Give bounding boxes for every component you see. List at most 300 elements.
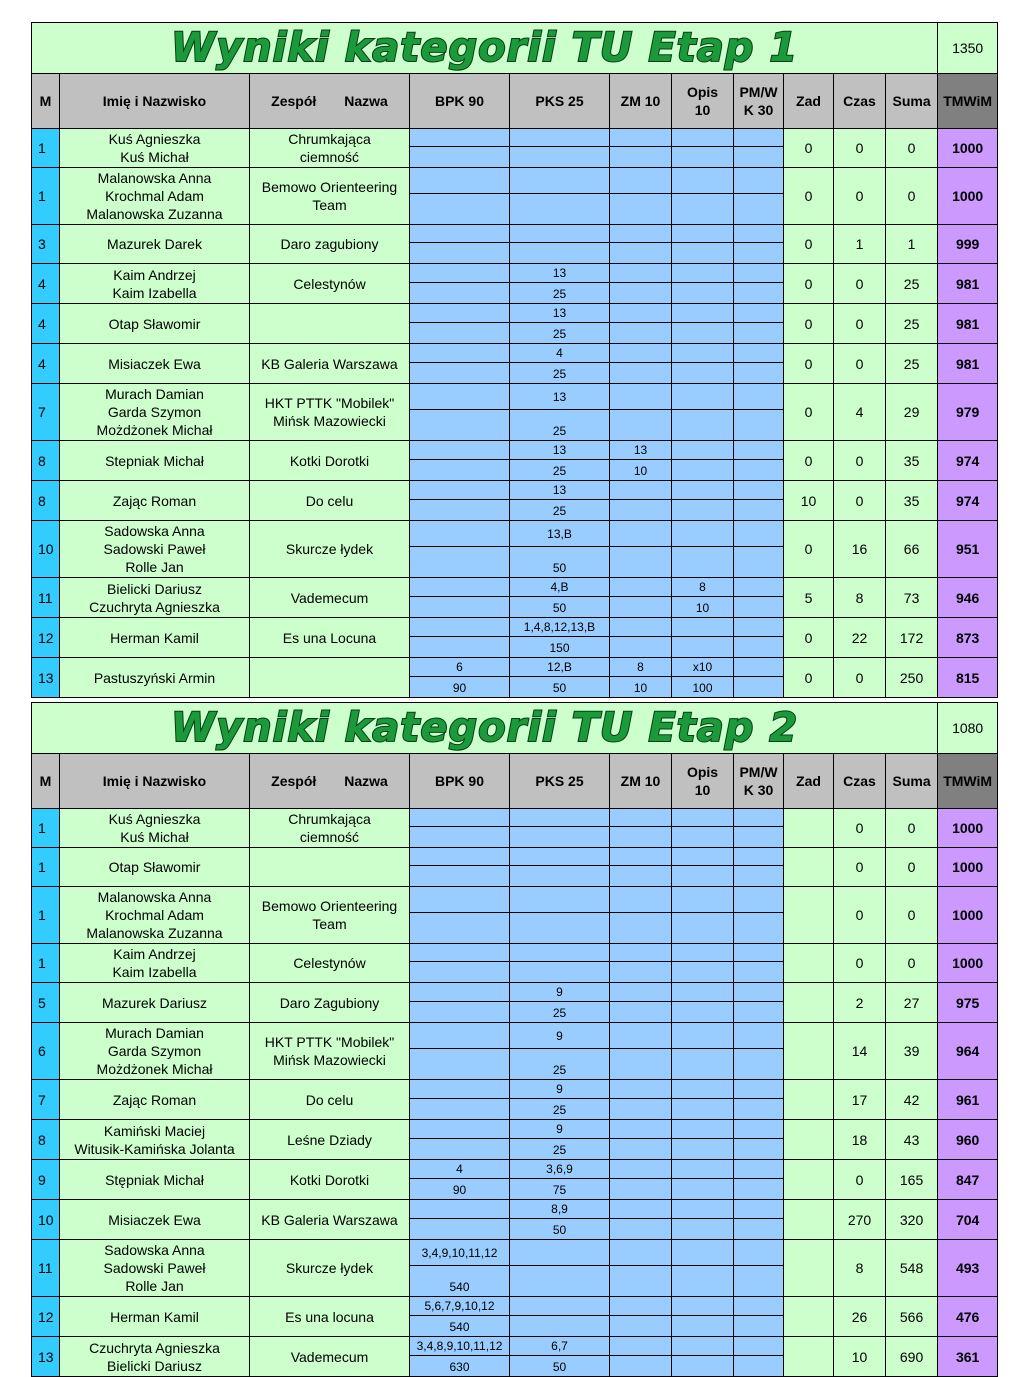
participant-names: Sadowska Anna Sadowski Paweł Rolle Jan (60, 1240, 250, 1297)
pmwk-points-top (734, 848, 784, 866)
table-row (32, 983, 998, 1002)
zad-value: 0 (784, 441, 834, 481)
bpk-points-bottom (410, 1139, 510, 1160)
team-name: Bemowo Orienteering Team (250, 168, 410, 225)
opis-points-top (672, 1120, 734, 1139)
header-team (250, 74, 410, 129)
suma-value: 0 (886, 887, 938, 944)
participant-names: Herman Kamil (60, 618, 250, 658)
pks-points-bottom: 25 (510, 460, 610, 481)
header-bpk: BPK 90 (410, 754, 510, 809)
bpk-points-top (410, 441, 510, 460)
bpk-points-top (410, 1080, 510, 1099)
pmwk-points-bottom (734, 1139, 784, 1160)
pks-points-bottom: 25 (510, 1049, 610, 1080)
zm-points-bottom (610, 1316, 672, 1337)
pmwk-points-bottom (734, 194, 784, 225)
bpk-points-bottom (410, 913, 510, 944)
table-row (32, 1080, 998, 1099)
bpk-points-bottom (410, 637, 510, 658)
pks-points-top: 9 (510, 1080, 610, 1099)
suma-value: 320 (886, 1200, 938, 1240)
zad-value (784, 809, 834, 848)
czas-value: 26 (834, 1297, 886, 1337)
team-name: KB Galeria Warszawa (250, 1200, 410, 1240)
rank-cell: 10 (32, 521, 60, 578)
bpk-points-top (410, 304, 510, 323)
czas-value: 8 (834, 578, 886, 618)
participant-names: Stepniak Michał (60, 441, 250, 481)
zad-value: 0 (784, 225, 834, 264)
pks-points-top: 13 (510, 481, 610, 500)
table-row (32, 521, 998, 547)
zm-points-top (610, 944, 672, 962)
pmwk-points-bottom (734, 827, 784, 848)
team-name: Chrumkająca ciemność (250, 809, 410, 848)
zad-value: 0 (784, 264, 834, 304)
opis-points-bottom (672, 637, 734, 658)
header-m: M (32, 754, 60, 809)
table-row (32, 809, 998, 827)
pmwk-points-bottom (734, 962, 784, 983)
participant-names: Herman Kamil (60, 1297, 250, 1337)
zad-value (784, 1240, 834, 1297)
table-row (32, 578, 998, 597)
zm-points-bottom (610, 1179, 672, 1200)
team-name: HKT PTTK "Mobilek" Mińsk Mazowiecki (250, 1023, 410, 1080)
pks-points-top: 8,9 (510, 1200, 610, 1219)
pmwk-points-top (734, 225, 784, 243)
suma-value: 690 (886, 1337, 938, 1377)
pmwk-points-bottom (734, 1049, 784, 1080)
results-table-stage-1 (31, 22, 998, 698)
team-name: Daro zagubiony (250, 225, 410, 264)
pks-points-top: 13 (510, 264, 610, 283)
participant-names: Stępniak Michał (60, 1160, 250, 1200)
opis-points-top (672, 129, 734, 147)
pmwk-points-bottom (734, 147, 784, 168)
suma-value: 0 (886, 129, 938, 168)
opis-points-top (672, 1023, 734, 1049)
pmwk-points-top (734, 887, 784, 913)
stage-title: Wyniki kategorii TU Etap 2 (32, 703, 938, 754)
pmwk-points-top (734, 1297, 784, 1316)
zm-points-top (610, 481, 672, 500)
bpk-points-bottom: 540 (410, 1266, 510, 1297)
zad-value: 0 (784, 658, 834, 698)
opis-points-top (672, 521, 734, 547)
participant-names: Malanowska Anna Krochmal Adam Malanowska Zuzanna (60, 887, 250, 944)
table-row (32, 168, 998, 194)
zm-points-bottom: 10 (610, 460, 672, 481)
pmwk-points-bottom (734, 500, 784, 521)
participant-names: Zając Roman (60, 1080, 250, 1120)
zad-value (784, 1023, 834, 1080)
header-team-label: Zespół (271, 93, 317, 109)
max-points: 1350 (938, 23, 998, 74)
rank-cell: 13 (32, 658, 60, 698)
czas-value: 10 (834, 1337, 886, 1377)
zad-value: 10 (784, 481, 834, 521)
czas-value: 16 (834, 521, 886, 578)
pmwk-points-top (734, 384, 784, 410)
bpk-points-bottom (410, 243, 510, 264)
czas-value: 14 (834, 1023, 886, 1080)
czas-value: 270 (834, 1200, 886, 1240)
pks-points-bottom (510, 194, 610, 225)
opis-points-top (672, 887, 734, 913)
zm-points-top (610, 168, 672, 194)
opis-points-top (672, 481, 734, 500)
pks-points-bottom: 25 (510, 1139, 610, 1160)
zm-points-top (610, 1200, 672, 1219)
opis-points-top: x10 (672, 658, 734, 677)
pks-points-bottom: 25 (510, 323, 610, 344)
tmwim-score: 974 (938, 441, 998, 481)
opis-points-bottom: 10 (672, 597, 734, 618)
opis-points-bottom (672, 1139, 734, 1160)
team-name: Es una Locuna (250, 618, 410, 658)
bpk-points-top (410, 481, 510, 500)
participant-names: Murach Damian Garda Szymon Możdżonek Michał (60, 384, 250, 441)
czas-value: 0 (834, 344, 886, 384)
opis-points-top (672, 1337, 734, 1356)
opis-points-bottom (672, 460, 734, 481)
opis-points-bottom (672, 962, 734, 983)
zm-points-top (610, 578, 672, 597)
tmwim-score: 493 (938, 1240, 998, 1297)
opis-points-top (672, 1080, 734, 1099)
header-team-name-label: Nazwa (344, 93, 388, 109)
opis-points-top (672, 1297, 734, 1316)
czas-value: 0 (834, 848, 886, 887)
bpk-points-top: 6 (410, 658, 510, 677)
header-team-label: Zespół (271, 773, 317, 789)
zad-value (784, 1080, 834, 1120)
bpk-points-top (410, 344, 510, 363)
zm-points-top (610, 1160, 672, 1179)
opis-points-top (672, 384, 734, 410)
zm-points-bottom (610, 866, 672, 887)
rank-cell: 1 (32, 944, 60, 983)
zm-points-bottom (610, 913, 672, 944)
suma-value: 66 (886, 521, 938, 578)
participant-names: Kaim Andrzej Kaim Izabella (60, 264, 250, 304)
pmwk-points-bottom (734, 1002, 784, 1023)
table-row (32, 1160, 998, 1179)
pks-points-bottom: 50 (510, 1356, 610, 1377)
bpk-points-top (410, 129, 510, 147)
pmwk-points-bottom (734, 597, 784, 618)
tmwim-score: 999 (938, 225, 998, 264)
zm-points-top (610, 1240, 672, 1266)
suma-value: 42 (886, 1080, 938, 1120)
pks-points-bottom: 150 (510, 637, 610, 658)
zad-value (784, 983, 834, 1023)
rank-cell: 10 (32, 1200, 60, 1240)
header-pmwk: PM/W K 30 (734, 754, 784, 809)
tmwim-score: 476 (938, 1297, 998, 1337)
pmwk-points-bottom (734, 1266, 784, 1297)
pks-points-bottom: 75 (510, 1179, 610, 1200)
pmwk-points-top (734, 168, 784, 194)
tmwim-score: 1000 (938, 944, 998, 983)
opis-points-bottom (672, 283, 734, 304)
suma-value: 1 (886, 225, 938, 264)
suma-value: 0 (886, 944, 938, 983)
zm-points-bottom (610, 1002, 672, 1023)
opis-points-top (672, 983, 734, 1002)
table-row (32, 944, 998, 962)
pks-points-top (510, 944, 610, 962)
tmwim-score: 981 (938, 264, 998, 304)
tmwim-score: 981 (938, 304, 998, 344)
zm-points-bottom (610, 363, 672, 384)
zm-points-bottom (610, 1099, 672, 1120)
table-row (32, 658, 998, 677)
zad-value (784, 1160, 834, 1200)
zm-points-top: 13 (610, 441, 672, 460)
czas-value: 18 (834, 1120, 886, 1160)
bpk-points-bottom: 90 (410, 1179, 510, 1200)
participant-names: Zając Roman (60, 481, 250, 521)
opis-points-top (672, 944, 734, 962)
team-name: Kotki Dorotki (250, 1160, 410, 1200)
zad-value: 0 (784, 384, 834, 441)
team-name: Vademecum (250, 578, 410, 618)
bpk-points-bottom (410, 194, 510, 225)
pmwk-points-top (734, 578, 784, 597)
zm-points-top (610, 1337, 672, 1356)
czas-value: 0 (834, 129, 886, 168)
team-name: Celestynów (250, 944, 410, 983)
pmwk-points-top (734, 344, 784, 363)
opis-points-top (672, 441, 734, 460)
table-row (32, 384, 998, 410)
header-zm: ZM 10 (610, 754, 672, 809)
zad-value: 5 (784, 578, 834, 618)
team-name: Do celu (250, 481, 410, 521)
pmwk-points-top (734, 618, 784, 637)
pmwk-points-bottom (734, 323, 784, 344)
bpk-points-bottom: 540 (410, 1316, 510, 1337)
zm-points-top (610, 225, 672, 243)
zad-value: 0 (784, 129, 834, 168)
bpk-points-top (410, 1120, 510, 1139)
pmwk-points-top (734, 1337, 784, 1356)
header-tmwim: TMWiM (938, 74, 998, 129)
pks-points-top (510, 1240, 610, 1266)
table-row (32, 1240, 998, 1266)
rank-cell: 8 (32, 481, 60, 521)
suma-value: 566 (886, 1297, 938, 1337)
opis-points-bottom (672, 147, 734, 168)
bpk-points-bottom (410, 827, 510, 848)
bpk-points-top: 4 (410, 1160, 510, 1179)
table-row (32, 344, 998, 363)
participant-names: Kaim Andrzej Kaim Izabella (60, 944, 250, 983)
rank-cell: 4 (32, 264, 60, 304)
opis-points-bottom (672, 827, 734, 848)
zm-points-top (610, 1120, 672, 1139)
opis-points-top (672, 809, 734, 827)
rank-cell: 12 (32, 618, 60, 658)
zad-value (784, 1120, 834, 1160)
bpk-points-bottom (410, 547, 510, 578)
bpk-points-top (410, 264, 510, 283)
tmwim-score: 1000 (938, 168, 998, 225)
zm-points-top (610, 264, 672, 283)
team-name (250, 304, 410, 344)
table-row (32, 887, 998, 913)
pmwk-points-top (734, 983, 784, 1002)
czas-value: 0 (834, 304, 886, 344)
pks-points-top (510, 168, 610, 194)
suma-value: 0 (886, 168, 938, 225)
bpk-points-bottom (410, 283, 510, 304)
table-row (32, 1023, 998, 1049)
czas-value: 0 (834, 944, 886, 983)
czas-value: 0 (834, 887, 886, 944)
zad-value (784, 1337, 834, 1377)
czas-value: 0 (834, 264, 886, 304)
pmwk-points-bottom (734, 1179, 784, 1200)
suma-value: 29 (886, 384, 938, 441)
bpk-points-top (410, 944, 510, 962)
bpk-points-bottom (410, 1219, 510, 1240)
czas-value: 22 (834, 618, 886, 658)
zm-points-bottom (610, 410, 672, 441)
pmwk-points-top (734, 1080, 784, 1099)
tmwim-score: 1000 (938, 848, 998, 887)
zm-points-top (610, 304, 672, 323)
bpk-points-top (410, 1200, 510, 1219)
opis-points-bottom (672, 913, 734, 944)
zm-points-top (610, 618, 672, 637)
pks-points-top: 4 (510, 344, 610, 363)
opis-points-bottom (672, 547, 734, 578)
suma-value: 43 (886, 1120, 938, 1160)
czas-value: 0 (834, 481, 886, 521)
zad-value (784, 1297, 834, 1337)
bpk-points-bottom: 90 (410, 677, 510, 698)
czas-value: 0 (834, 809, 886, 848)
pmwk-points-top (734, 521, 784, 547)
bpk-points-bottom: 630 (410, 1356, 510, 1377)
bpk-points-top: 5,6,7,9,10,12 (410, 1297, 510, 1316)
czas-value: 17 (834, 1080, 886, 1120)
opis-points-bottom (672, 1002, 734, 1023)
pmwk-points-top (734, 1200, 784, 1219)
bpk-points-bottom (410, 500, 510, 521)
tmwim-score: 981 (938, 344, 998, 384)
participant-names: Otap Sławomir (60, 848, 250, 887)
zm-points-top (610, 129, 672, 147)
tmwim-score: 815 (938, 658, 998, 698)
header-czas: Czas (834, 754, 886, 809)
team-name: Daro Zagubiony (250, 983, 410, 1023)
suma-value: 27 (886, 983, 938, 1023)
tmwim-score: 873 (938, 618, 998, 658)
tmwim-score: 946 (938, 578, 998, 618)
rank-cell: 1 (32, 129, 60, 168)
participant-names: Misiaczek Ewa (60, 1200, 250, 1240)
tmwim-score: 361 (938, 1337, 998, 1377)
header-zad: Zad (784, 74, 834, 129)
team-name: Bemowo Orienteering Team (250, 887, 410, 944)
pks-points-bottom (510, 1266, 610, 1297)
participant-names: Bielicki Dariusz Czuchryta Agnieszka (60, 578, 250, 618)
team-name: Vademecum (250, 1337, 410, 1377)
pks-points-bottom: 25 (510, 410, 610, 441)
opis-points-top (672, 1200, 734, 1219)
bpk-points-top (410, 1023, 510, 1049)
pks-points-top: 6,7 (510, 1337, 610, 1356)
participant-names: Kamiński Maciej Witusik-Kamińska Jolanta (60, 1120, 250, 1160)
table-row (32, 1200, 998, 1219)
pmwk-points-top (734, 481, 784, 500)
pmwk-points-top (734, 658, 784, 677)
participant-names: Pastuszyński Armin (60, 658, 250, 698)
suma-value: 250 (886, 658, 938, 698)
opis-points-bottom (672, 1219, 734, 1240)
opis-points-bottom (672, 1266, 734, 1297)
participant-names: Kuś Agnieszka Kuś Michał (60, 809, 250, 848)
zm-points-top (610, 848, 672, 866)
pmwk-points-bottom (734, 243, 784, 264)
opis-points-bottom: 100 (672, 677, 734, 698)
bpk-points-bottom (410, 866, 510, 887)
team-name (250, 658, 410, 698)
tmwim-score: 951 (938, 521, 998, 578)
bpk-points-top: 3,4,9,10,11,12 (410, 1240, 510, 1266)
opis-points-top (672, 848, 734, 866)
bpk-points-bottom (410, 597, 510, 618)
team-name: KB Galeria Warszawa (250, 344, 410, 384)
team-name (250, 848, 410, 887)
bpk-points-top (410, 618, 510, 637)
header-team (250, 754, 410, 809)
zm-points-bottom (610, 827, 672, 848)
pks-points-top: 13 (510, 441, 610, 460)
header-opis: Opis 10 (672, 754, 734, 809)
zm-points-bottom (610, 147, 672, 168)
pmwk-points-bottom (734, 283, 784, 304)
pks-points-top (510, 848, 610, 866)
suma-value: 0 (886, 848, 938, 887)
header-suma: Suma (886, 754, 938, 809)
table-row (32, 618, 998, 637)
bpk-points-top (410, 168, 510, 194)
zad-value: 0 (784, 304, 834, 344)
opis-points-top (672, 304, 734, 323)
zm-points-top (610, 521, 672, 547)
pmwk-points-bottom (734, 363, 784, 384)
zm-points-bottom (610, 194, 672, 225)
team-name: Chrumkająca ciemność (250, 129, 410, 168)
suma-value: 35 (886, 481, 938, 521)
header-suma: Suma (886, 74, 938, 129)
pmwk-points-bottom (734, 460, 784, 481)
pks-points-top: 4,B (510, 578, 610, 597)
opis-points-bottom (672, 410, 734, 441)
zad-value (784, 887, 834, 944)
bpk-points-bottom (410, 1099, 510, 1120)
suma-value: 25 (886, 304, 938, 344)
zm-points-bottom (610, 323, 672, 344)
zm-points-bottom (610, 637, 672, 658)
pmwk-points-top (734, 1023, 784, 1049)
